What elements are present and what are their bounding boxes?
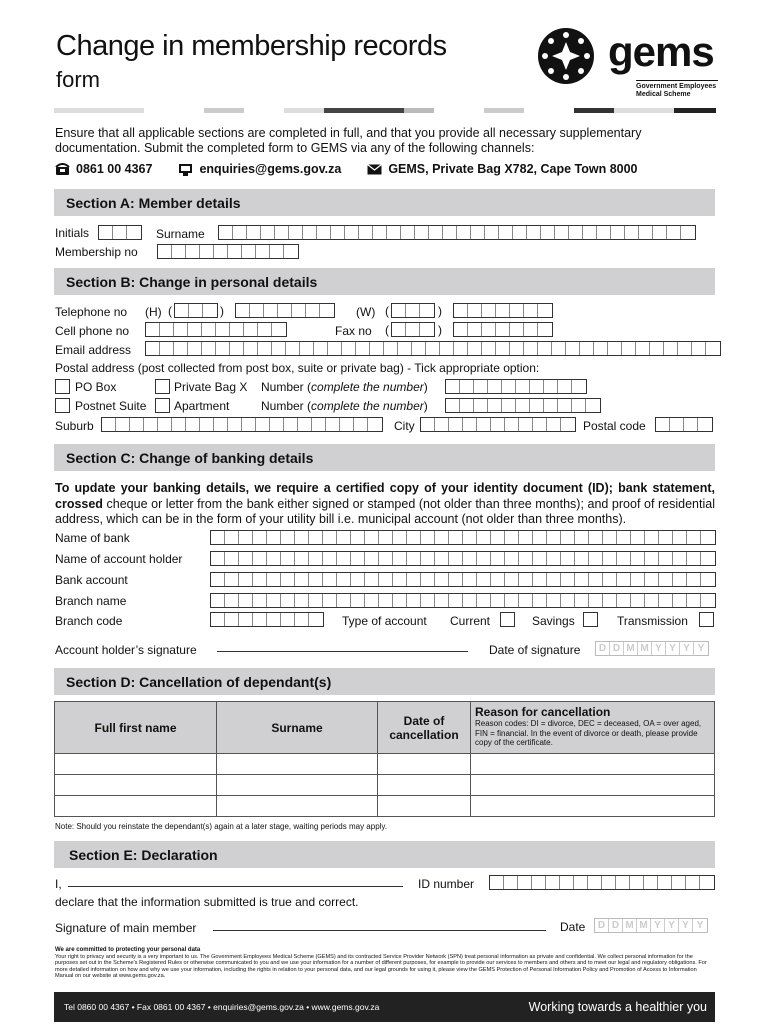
contact-channels (55, 162, 664, 176)
postal-instructions: Postal address (post collected from post box, suite or private bag) - Tick appropriate option: (55, 361, 540, 375)
waiting-period-note: Note: Should you reinstate the dependant(s) again at a later stage, waiting periods may apply. (55, 822, 388, 831)
bank-account-field[interactable] (210, 572, 716, 587)
suite-number-field[interactable] (445, 398, 601, 413)
col-surname: Surname (217, 702, 378, 754)
home-telephone-field[interactable] (235, 303, 335, 318)
suburb-field[interactable] (101, 417, 383, 432)
intro-text: Ensure that all applicable sections are completed in full, and that you provide all necessary supplementary documentation. Submit the completed form to GEMS via any of the following channels: (55, 126, 642, 155)
work-area-code-field[interactable] (391, 303, 435, 318)
section-b-header: Section B: Change in personal details (54, 268, 715, 295)
membership-no-label: Membership no (55, 245, 138, 259)
section-e-header: Section E: Declaration (54, 841, 715, 868)
po-box-label: PO Box (75, 380, 117, 394)
fax-area-code-field[interactable] (391, 322, 435, 337)
surname-field[interactable] (218, 225, 696, 240)
cell-phone-label: Cell phone no (55, 324, 130, 338)
postnet-suite-checkbox[interactable] (55, 398, 70, 413)
logo-subtitle-1: Government Employees (636, 83, 717, 90)
postnet-suite-label: Postnet Suite (75, 399, 147, 413)
section-d-header: Section D: Cancellation of dependant(s) (54, 668, 715, 695)
contact-post: GEMS, Private Bag X782, Cape Town 8000 (388, 162, 638, 176)
savings-checkbox[interactable] (583, 612, 598, 627)
envelope-icon (367, 164, 382, 175)
current-checkbox[interactable] (500, 612, 515, 627)
savings-label: Savings (532, 614, 575, 628)
footer-bar (54, 992, 715, 1022)
section-a-header: Section A: Member details (54, 189, 715, 216)
phone-icon (55, 163, 70, 176)
home-label: (H) (145, 305, 162, 319)
table-row[interactable] (55, 754, 715, 775)
current-label: Current (450, 614, 491, 628)
declaration-i-label: I, (55, 877, 62, 891)
id-number-label: ID number (418, 877, 475, 891)
id-number-field[interactable] (489, 875, 715, 890)
date-of-signature-field[interactable]: D D M M Y Y Y Y (595, 641, 709, 656)
transmission-checkbox[interactable] (699, 612, 714, 627)
main-member-signature-line[interactable] (213, 930, 546, 931)
table-row[interactable] (55, 796, 715, 817)
main-member-signature-label: Signature of main member (55, 921, 197, 935)
bank-account-label: Bank account (55, 573, 128, 587)
branch-code-field[interactable] (210, 612, 324, 627)
declaration-statement: declare that the information submitted is true and correct. (55, 895, 359, 909)
surname-label: Surname (156, 227, 205, 241)
dependants-table (54, 701, 715, 817)
private-bag-label: Private Bag X (174, 380, 248, 394)
date-of-signature-label: Date of signature (489, 643, 581, 657)
home-area-code-field[interactable] (174, 303, 218, 318)
telephone-label: Telephone no (55, 305, 128, 319)
branch-name-label: Branch name (55, 594, 127, 608)
suburb-label: Suburb (55, 419, 94, 433)
contact-email[interactable]: enquiries@gems.gov.za (199, 162, 342, 176)
branch-code-label: Branch code (55, 614, 123, 628)
col-full-first-name: Full first name (55, 702, 217, 754)
gems-logo (522, 18, 722, 102)
work-telephone-field[interactable] (453, 303, 553, 318)
number-label-1: Number (complete the number) (261, 380, 428, 394)
col-reason: Reason for cancellation Reason codes: DI = divorce, DEC = deceased, OA = over aged, FIN = financial. In the event of divorce or death, please provide copy of the certificate. (471, 702, 715, 754)
col-date-of-cancellation: Date of cancellation (378, 702, 471, 754)
privacy-notice: We are committed to protecting your personal data Your right to privacy and security is a very important to us. The Government Employees Medical Scheme (GEMS) and its contracted Service Provider Network (SPN) treat personal information as private and confidential. We collect personal information for the purposes set out in the Scheme's Registered Rules or otherwise communicated to you and we use your information for a number of different purposes, for example to provide our services to members and others and to meet our legal and regulatory obligations. For more detailed information on how and why we use your information, including the rights in relation to your personal data, and our legal grounds for using it, please view the GEMS Protection of Personal Information Policy and Promotion of Access to Information Manual on our website at www.gems.gov.za. (55, 947, 707, 980)
fax-label: Fax no (335, 324, 372, 338)
bank-name-label: Name of bank (55, 531, 130, 545)
form-title: Change in membership records (56, 30, 447, 62)
email-field[interactable] (145, 341, 721, 356)
email-label: Email address (55, 343, 132, 357)
account-holder-label: Name of account holder (55, 552, 183, 566)
po-box-checkbox[interactable] (55, 379, 70, 394)
box-number-field[interactable] (445, 379, 587, 394)
account-holder-signature-label: Account holder’s signature (55, 643, 197, 657)
apartment-label: Apartment (174, 399, 230, 413)
number-label-2: Number (complete the number) (261, 399, 428, 413)
contact-phone[interactable]: 0861 00 4367 (76, 162, 153, 176)
section-c-header: Section C: Change of banking details (54, 444, 715, 471)
branch-name-field[interactable] (210, 593, 716, 608)
declaration-date-field[interactable]: D D M M Y Y Y Y (594, 918, 708, 933)
membership-no-field[interactable] (157, 244, 299, 259)
fax-number-field[interactable] (453, 322, 553, 337)
postal-code-field[interactable] (655, 417, 713, 432)
work-label: (W) (356, 305, 376, 319)
logo-wordmark: gems (608, 28, 714, 75)
apartment-checkbox[interactable] (155, 398, 170, 413)
banking-instructions: To update your banking details, we require a certified copy of your identity document (ID); bank statement, crossed cheque or letter from the bank either signed or stamped (not older than three months); and proof of residential address, which can be in the form of your utility bill i.e. municipal account (not older than three months). (55, 481, 715, 526)
date-label: Date (560, 920, 586, 934)
initials-label: Initials (55, 226, 90, 240)
cell-phone-field[interactable] (145, 322, 287, 337)
form-subtitle: form (56, 67, 100, 92)
logo-subtitle-2: Medical Scheme (636, 91, 691, 98)
account-holder-field[interactable] (210, 551, 716, 566)
table-header-row (55, 702, 715, 754)
table-row[interactable] (55, 775, 715, 796)
bank-name-field[interactable] (210, 530, 716, 545)
city-label: City (394, 419, 415, 433)
type-of-account-label: Type of account (342, 614, 427, 628)
computer-icon (178, 163, 193, 176)
transmission-label: Transmission (617, 614, 688, 628)
footer-contact: Tel 0860 00 4367 • Fax 0861 00 4367 • enquiries@gems.gov.za • www.gems.gov.za (64, 1002, 380, 1012)
city-field[interactable] (420, 417, 576, 432)
account-holder-signature-line[interactable] (217, 651, 468, 652)
private-bag-checkbox[interactable] (155, 379, 170, 394)
postal-code-label: Postal code (583, 419, 646, 433)
footer-tagline: Working towards a healthier you (528, 1000, 707, 1014)
decorative-stripe (54, 108, 716, 114)
declarant-name-line[interactable] (68, 886, 403, 887)
initials-field[interactable] (98, 225, 142, 240)
